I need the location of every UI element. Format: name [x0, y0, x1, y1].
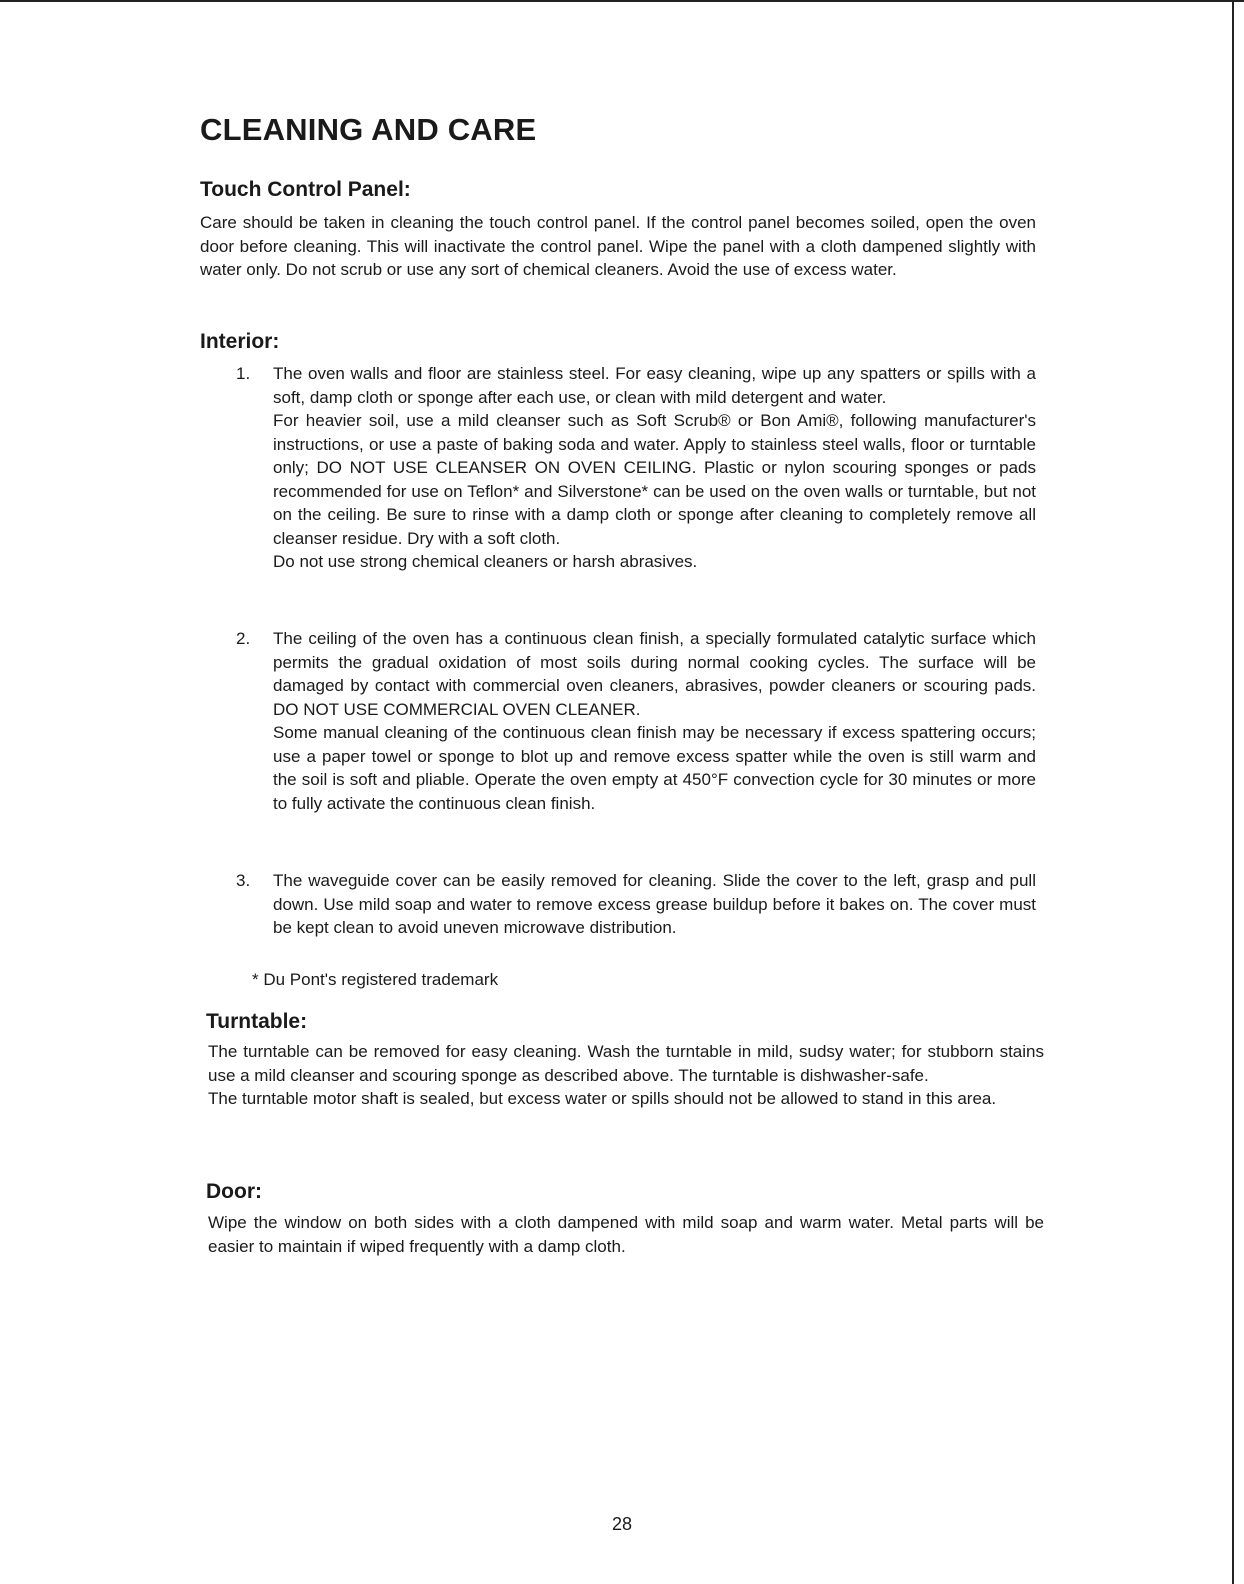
- heading-door: Door:: [206, 1180, 262, 1203]
- page-title: CLEANING AND CARE: [200, 112, 537, 147]
- item-paragraph: Do not use strong chemical cleaners or harsh abrasives.: [273, 552, 698, 571]
- trademark-footnote: * Du Pont's registered trademark: [252, 970, 499, 989]
- turntable-paragraph: The turntable motor shaft is sealed, but excess water or spills should not be allowed to stand in this area.: [208, 1089, 997, 1108]
- turntable-text: [208, 1040, 1044, 1111]
- interior-item-1: [236, 362, 1036, 574]
- door-text: Wipe the window on both sides with a cloth dampened with mild soap and warm water. Metal parts will be easier to maintain if wiped frequently with a damp cloth.: [208, 1213, 1044, 1256]
- heading-turntable: Turntable:: [206, 1010, 308, 1033]
- interior-item-3: [236, 869, 1036, 940]
- touch-control-panel-text: Care should be taken in cleaning the touch control panel. If the control panel becomes soiled, open the oven door before cleaning. This will inactivate the control panel. Wipe the panel with a cloth dampened slightly with water only. Do not scrub or use any sort of chemical cleaners. Avoid the use of excess water.: [200, 213, 1036, 279]
- item-paragraph: The oven walls and floor are stainless steel. For easy cleaning, wipe up any spatters or spills with a soft, damp cloth or sponge after each use, or clean with mild detergent and water.: [273, 364, 1036, 407]
- page-border-top: [0, 0, 1244, 2]
- heading-touch-control-panel: Touch Control Panel:: [200, 178, 411, 201]
- item-number: 2.: [236, 629, 251, 648]
- page-number: 28: [611, 1514, 633, 1534]
- item-paragraph: Some manual cleaning of the continuous clean finish may be necessary if excess spattering occurs; use a paper towel or sponge to blot up and remove excess spatter while the oven is still warm and the soil is soft and pliable. Operate the oven empty at 450°F convection cycle for 30 minutes or more to fully activate the continuous clean finish.: [273, 723, 1036, 813]
- interior-item-2: [236, 627, 1036, 815]
- heading-interior: Interior:: [200, 330, 280, 353]
- item-number: 3.: [236, 871, 251, 890]
- item-paragraph: The ceiling of the oven has a continuous clean finish, a specially formulated catalytic surface which permits the gradual oxidation of most soils during normal cooking cycles. The surface will be damaged by contact with commercial oven cleaners, abrasives, powder cleaners or scouring pads. DO NOT USE COMMERCIAL OVEN CLEANER.: [273, 629, 1036, 719]
- item-number: 1.: [236, 364, 251, 383]
- item-paragraph: The waveguide cover can be easily removed for cleaning. Slide the cover to the left, grasp and pull down. Use mild soap and water to remove excess grease buildup before it bakes on. The cover must be kept clean to avoid uneven microwave distribution.: [273, 871, 1036, 937]
- turntable-paragraph: The turntable can be removed for easy cleaning. Wash the turntable in mild, sudsy water; for stubborn stains use a mild cleanser and scouring sponge as described above. The turntable is dishwasher-safe.: [208, 1042, 1044, 1085]
- page-border-right: [1232, 0, 1234, 1584]
- item-paragraph: For heavier soil, use a mild cleanser such as Soft Scrub® or Bon Ami®, following manufacturer's instructions, or use a paste of baking soda and water. Apply to stainless steel walls, floor or turntable only; DO NOT USE CLEANSER ON OVEN CEILING. Plastic or nylon scouring sponges or pads recommended for use on Teflon* and Silverstone* can be used on the oven walls or turntable, but not on the ceiling. Be sure to rinse with a damp cloth or sponge after cleaning to completely remove all cleanser residue. Dry with a soft cloth.: [273, 411, 1036, 548]
